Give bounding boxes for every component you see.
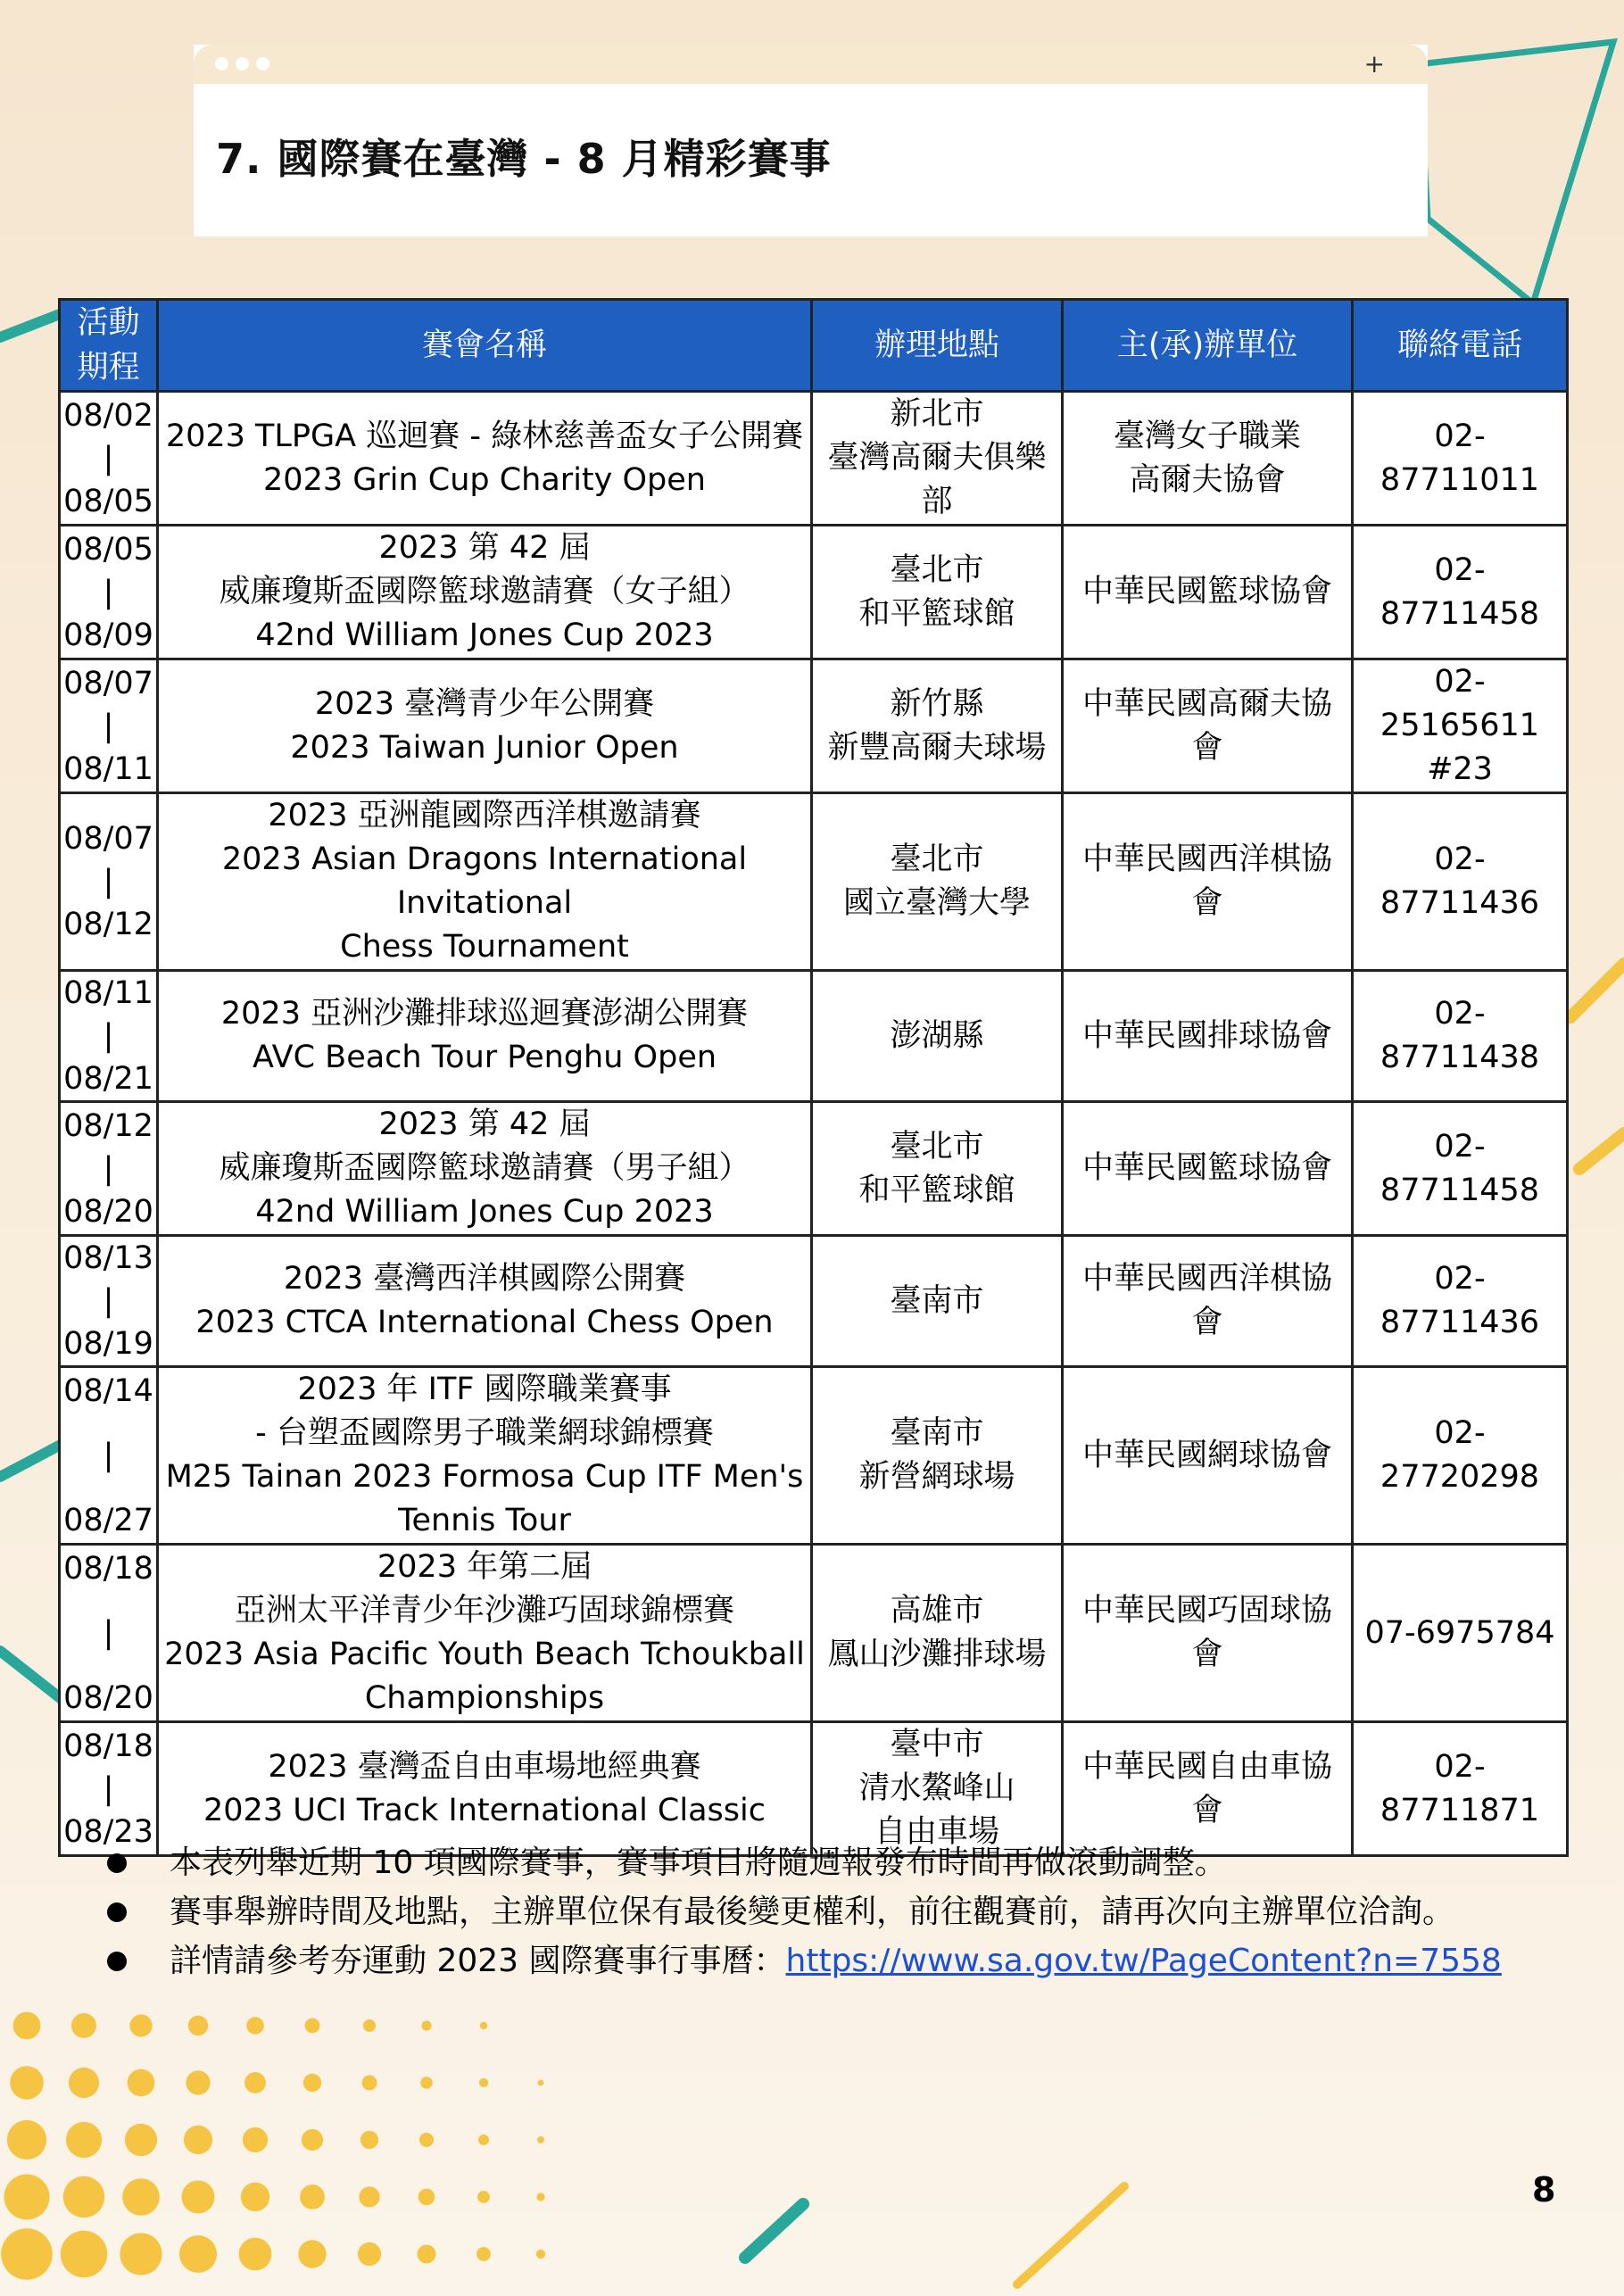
end-date: 08/20 xyxy=(63,1679,153,1716)
cell-line: Tennis Tour xyxy=(398,1503,571,1538)
cell-organizer xyxy=(1063,392,1353,526)
cell-line: 威廉瓊斯盃國際籃球邀請賽（男子組） xyxy=(219,1150,750,1186)
table-row xyxy=(60,1545,1568,1722)
cell-line: 2023 臺灣青少年公開賽 xyxy=(314,685,655,722)
cell-venue xyxy=(812,1236,1063,1367)
cell-line: 2023 臺灣西洋棋國際公開賽 xyxy=(283,1261,686,1297)
start-date: 08/12 xyxy=(63,1107,153,1144)
decor-dot xyxy=(7,2120,46,2159)
bullet-icon xyxy=(107,1853,127,1873)
cell-line: 2023 年第二屆 xyxy=(377,1549,592,1585)
cell-phone xyxy=(1353,1236,1568,1367)
cell-organizer xyxy=(1063,526,1353,659)
cell-line: 2023 Asian Dragons International Invitational xyxy=(221,841,748,921)
cell-line: 07-6975784 xyxy=(1364,1614,1555,1651)
decor-dot xyxy=(71,2013,96,2038)
note-text: 詳情請參考夯運動 2023 國際賽事行事曆： xyxy=(170,1943,786,1979)
table-row xyxy=(60,392,1568,526)
cell-phone xyxy=(1353,971,1568,1102)
table-header-row xyxy=(60,300,1568,392)
decor-dot xyxy=(358,2242,381,2266)
decor-dot xyxy=(480,2022,487,2029)
cell-line: 02-27720298 xyxy=(1380,1415,1540,1495)
cell-line: 02-87711011 xyxy=(1380,418,1540,498)
decor-dot xyxy=(419,2133,434,2147)
date-separator: | xyxy=(103,1018,114,1054)
note-text: 本表列舉近期 10 項國際賽事，賽事項目將隨週報發布時間再做滾動調整。 xyxy=(170,1844,1227,1881)
cell-line: 2023 第 42 屆 xyxy=(378,530,591,566)
cell-line: 42nd William Jones Cup 2023 xyxy=(255,1194,714,1230)
cell-phone xyxy=(1353,1102,1568,1236)
cell-line: 臺北市 xyxy=(890,841,984,877)
decor-dot xyxy=(246,2017,264,2035)
cell-line: 中華民國自由車協會 xyxy=(1081,1748,1332,1828)
cell-period xyxy=(60,392,158,526)
cell-organizer xyxy=(1063,971,1353,1102)
decor-dot xyxy=(243,2127,268,2152)
end-date: 08/19 xyxy=(63,1326,153,1362)
cell-line: 2023 Asia Pacific Youth Beach Tchoukball xyxy=(164,1637,805,1672)
table-row xyxy=(60,1367,1568,1545)
table-row xyxy=(60,971,1568,1102)
cell-line: Championships xyxy=(364,1680,605,1716)
end-date: 08/27 xyxy=(63,1502,153,1538)
start-date: 08/14 xyxy=(63,1372,153,1409)
cell-line: 中華民國排球協會 xyxy=(1081,1017,1332,1054)
cell-line: 臺灣高爾夫俱樂部 xyxy=(827,440,1047,519)
decor-dot xyxy=(302,2129,323,2151)
cell-event-name xyxy=(158,1722,812,1856)
cell-line: 臺南市 xyxy=(890,1282,984,1319)
decor-dot xyxy=(13,2012,41,2040)
cell-event-name xyxy=(158,1545,812,1722)
cell-line: 亞洲太平洋青少年沙灘巧固球錦標賽 xyxy=(234,1593,734,1629)
decor-dot xyxy=(359,2186,379,2207)
decor-dot xyxy=(298,2240,326,2267)
cell-line: 02-87711458 xyxy=(1380,1128,1540,1208)
cell-line: 臺南市 xyxy=(890,1415,984,1451)
cell-line: 2023 Grin Cup Charity Open xyxy=(263,461,706,498)
decor-dot xyxy=(537,2136,544,2143)
decor-dot xyxy=(360,2131,378,2149)
cell-line: 中華民國西洋棋協會 xyxy=(1081,841,1332,921)
cell-venue xyxy=(812,1367,1063,1545)
table-row xyxy=(60,526,1568,659)
cell-line: 2023 UCI Track International Classic xyxy=(203,1792,766,1828)
cell-line: 臺北市 xyxy=(890,1128,984,1165)
cell-event-name xyxy=(158,659,812,793)
cell-line: 威廉瓊斯盃國際籃球邀請賽（女子組） xyxy=(219,574,750,609)
decor-dot xyxy=(478,2134,489,2145)
decor-dot xyxy=(120,2233,162,2275)
decor-dot xyxy=(418,2189,435,2206)
cell-organizer xyxy=(1063,793,1353,971)
date-separator: | xyxy=(103,864,114,899)
note-text: 賽事舉辦時間及地點，主辦單位保有最後變更權利，前往觀賽前，請再次向主辦單位洽詢。 xyxy=(170,1894,1455,1930)
cell-venue xyxy=(812,659,1063,793)
start-date: 08/07 xyxy=(63,665,153,701)
cell-line: Chess Tournament xyxy=(340,929,629,965)
cell-line: 和平籃球館 xyxy=(858,595,1015,632)
table-row xyxy=(60,793,1568,971)
cell-organizer xyxy=(1063,1722,1353,1856)
decor-dot xyxy=(182,2181,215,2214)
cell-phone xyxy=(1353,659,1568,793)
cell-period xyxy=(60,793,158,971)
cell-venue xyxy=(812,526,1063,659)
decor-dot xyxy=(10,2066,44,2100)
cell-line: 2023 亞洲沙灘排球巡迴賽澎湖公開賽 xyxy=(220,996,749,1032)
decor-dot xyxy=(536,2250,545,2259)
cell-phone xyxy=(1353,526,1568,659)
header-venue: 辦理地點 xyxy=(812,300,1063,392)
header-event-name: 賽會名稱 xyxy=(158,300,812,392)
cell-phone xyxy=(1353,793,1568,971)
cell-period xyxy=(60,1367,158,1545)
cell-period xyxy=(60,526,158,659)
cell-line: AVC Beach Tour Penghu Open xyxy=(252,1040,717,1075)
cell-organizer xyxy=(1063,1236,1353,1367)
cell-period xyxy=(60,1236,158,1367)
note-item xyxy=(107,1887,1502,1936)
plus-icon: + xyxy=(1363,49,1385,79)
end-date: 08/20 xyxy=(63,1193,153,1230)
decor-dot xyxy=(184,2126,212,2154)
start-date: 08/05 xyxy=(63,531,153,568)
date-separator: | xyxy=(103,1438,114,1473)
date-separator: | xyxy=(103,574,114,610)
cell-line: 中華民國籃球協會 xyxy=(1081,574,1332,609)
cell-line: 02-25165611 xyxy=(1380,664,1540,743)
cell-line: - 台塑盃國際男子職業網球錦標賽 xyxy=(255,1415,714,1451)
note-item xyxy=(107,1838,1502,1887)
start-date: 08/18 xyxy=(63,1550,153,1587)
cell-period xyxy=(60,659,158,793)
cell-line: 臺中市 xyxy=(890,1727,984,1762)
date-separator: | xyxy=(103,1150,114,1187)
cell-phone xyxy=(1353,1367,1568,1545)
cell-line: 42nd William Jones Cup 2023 xyxy=(255,618,714,653)
decor-dot xyxy=(239,2238,272,2271)
cell-organizer xyxy=(1063,1367,1353,1545)
start-date: 08/11 xyxy=(63,975,153,1011)
page-title: 7. 國際賽在臺灣 - 8 月精彩賽事 xyxy=(216,135,832,183)
decor-dot xyxy=(61,2231,107,2277)
cell-venue xyxy=(812,971,1063,1102)
header-organizer: 主(承)辦單位 xyxy=(1063,300,1353,392)
decor-dot xyxy=(179,2235,217,2273)
bullet-icon xyxy=(107,1902,127,1922)
table-row xyxy=(60,1722,1568,1856)
end-date: 08/23 xyxy=(63,1813,153,1850)
header-period: 活動 期程 xyxy=(60,300,158,392)
decor-dot xyxy=(122,2178,160,2216)
cell-line: 2023 第 42 屆 xyxy=(378,1107,591,1142)
cell-line: 02-87711438 xyxy=(1380,996,1540,1075)
cell-line: 02-87711871 xyxy=(1380,1748,1540,1828)
decor-dot xyxy=(363,2019,376,2032)
cell-line: 高雄市 xyxy=(890,1593,984,1629)
cell-line: 2023 臺灣盃自由車場地經典賽 xyxy=(268,1748,701,1785)
title-card xyxy=(194,45,1428,236)
cell-line: 中華民國網球協會 xyxy=(1081,1437,1332,1473)
cell-line: 02-87711436 xyxy=(1380,1261,1540,1340)
decor-dot xyxy=(479,2078,488,2087)
cell-line: 02-87711458 xyxy=(1380,551,1540,632)
decor-dot xyxy=(63,2176,104,2217)
cell-event-name xyxy=(158,1367,812,1545)
end-date: 08/21 xyxy=(63,1061,153,1097)
cell-venue xyxy=(812,793,1063,971)
cell-line: 2023 CTCA International Chess Open xyxy=(195,1305,774,1340)
decor-dot xyxy=(125,2124,157,2156)
decor-dot xyxy=(188,2016,208,2035)
cell-organizer xyxy=(1063,1545,1353,1722)
start-date: 08/07 xyxy=(63,821,153,857)
decor-dot xyxy=(128,2069,155,2097)
cell-period xyxy=(60,1102,158,1236)
decor-dot xyxy=(476,2247,491,2261)
cell-venue xyxy=(812,1102,1063,1236)
end-date: 08/11 xyxy=(63,750,153,787)
cell-line: 國立臺灣大學 xyxy=(842,885,1031,921)
cell-phone xyxy=(1353,1722,1568,1856)
end-date: 08/05 xyxy=(63,483,153,519)
decor-dot xyxy=(4,2175,50,2220)
decor-dot xyxy=(129,2014,152,2036)
cell-line: 澎湖縣 xyxy=(890,1017,984,1054)
decor-dot xyxy=(241,2183,269,2211)
cell-line: 新營網球場 xyxy=(858,1459,1015,1495)
decor-dot xyxy=(305,2018,320,2034)
cell-venue xyxy=(812,392,1063,526)
date-separator: | xyxy=(103,708,114,744)
title-window-bar xyxy=(194,45,1428,84)
cell-line: 新北市 xyxy=(890,396,984,432)
cell-event-name xyxy=(158,1102,812,1236)
start-date: 08/18 xyxy=(63,1728,153,1764)
end-date: 08/09 xyxy=(63,617,153,653)
cell-line: M25 Tainan 2023 Formosa Cup ITF Men's xyxy=(165,1459,804,1495)
page-number: 8 xyxy=(1532,2170,1556,2209)
cell-event-name xyxy=(158,526,812,659)
cell-period xyxy=(60,1722,158,1856)
decor-dot xyxy=(420,2076,433,2089)
cell-line: 2023 亞洲龍國際西洋棋邀請賽 xyxy=(268,798,701,833)
decor-dot xyxy=(66,2122,102,2158)
cell-venue xyxy=(812,1545,1063,1722)
cell-line: 2023 TLPGA 巡迴賽 - 綠林慈善盃女子公開賽 xyxy=(165,418,804,454)
decor-dot xyxy=(303,2074,321,2092)
cell-organizer xyxy=(1063,659,1353,793)
decor-dot xyxy=(538,2080,544,2086)
cell-event-name xyxy=(158,1236,812,1367)
cell-line: 中華民國高爾夫協會 xyxy=(1081,685,1332,766)
decor-dot xyxy=(536,2192,544,2201)
table-row xyxy=(60,1102,1568,1236)
cell-phone xyxy=(1353,392,1568,526)
decor-dot xyxy=(1,2228,53,2280)
cell-event-name xyxy=(158,392,812,526)
cell-line: 中華民國巧固球協會 xyxy=(1081,1593,1332,1672)
cell-line: 高爾夫協會 xyxy=(1129,461,1286,498)
decor-dot xyxy=(244,2072,266,2093)
start-date: 08/02 xyxy=(63,397,153,434)
cell-period xyxy=(60,971,158,1102)
start-date: 08/13 xyxy=(63,1240,153,1276)
decor-dot xyxy=(477,2191,490,2203)
decor-dot xyxy=(300,2184,325,2209)
cell-venue xyxy=(812,1722,1063,1856)
bullet-icon xyxy=(107,1952,127,1971)
decor-dot xyxy=(362,2076,377,2091)
events-table xyxy=(58,298,1569,1857)
decor-dot xyxy=(186,2070,210,2094)
decor-dot xyxy=(418,2245,436,2264)
table-row xyxy=(60,659,1568,793)
cell-event-name xyxy=(158,971,812,1102)
cell-line: 臺灣女子職業 xyxy=(1113,418,1301,454)
cell-line: 2023 年 ITF 國際職業賽事 xyxy=(297,1372,672,1407)
cell-line: 新豐高爾夫球場 xyxy=(827,729,1047,766)
cell-period xyxy=(60,1545,158,1722)
cell-line: 02-87711436 xyxy=(1380,841,1540,921)
notes-list xyxy=(107,1838,1502,1985)
cell-organizer xyxy=(1063,1102,1353,1236)
date-separator: | xyxy=(103,1615,114,1651)
cell-line: 新竹縣 xyxy=(890,685,984,722)
cell-line: 中華民國籃球協會 xyxy=(1081,1150,1332,1186)
cell-line: 臺北市 xyxy=(890,551,984,588)
cell-phone xyxy=(1353,1545,1568,1722)
cell-line: 自由車場 xyxy=(874,1814,999,1850)
end-date: 08/12 xyxy=(63,907,153,942)
decor-dot xyxy=(69,2068,99,2098)
cell-line: 和平籃球館 xyxy=(858,1172,1015,1208)
note-item xyxy=(107,1936,1502,1985)
cell-line: 鳳山沙灘排球場 xyxy=(827,1637,1047,1672)
cell-line: 中華民國西洋棋協會 xyxy=(1081,1261,1332,1340)
calendar-link[interactable]: https://www.sa.gov.tw/PageContent?n=7558 xyxy=(785,1943,1502,1979)
cell-line: #23 xyxy=(1427,751,1493,787)
date-separator: | xyxy=(103,1770,114,1807)
header-phone: 聯絡電話 xyxy=(1353,300,1568,392)
window-dots xyxy=(215,57,269,70)
table-row xyxy=(60,1236,1568,1367)
date-separator: | xyxy=(103,440,114,477)
cell-line: 清水鰲峰山 xyxy=(858,1770,1015,1806)
cell-event-name xyxy=(158,793,812,971)
cell-line: 2023 Taiwan Junior Open xyxy=(290,729,679,766)
decor-dot xyxy=(421,2020,431,2030)
date-separator: | xyxy=(103,1283,114,1319)
